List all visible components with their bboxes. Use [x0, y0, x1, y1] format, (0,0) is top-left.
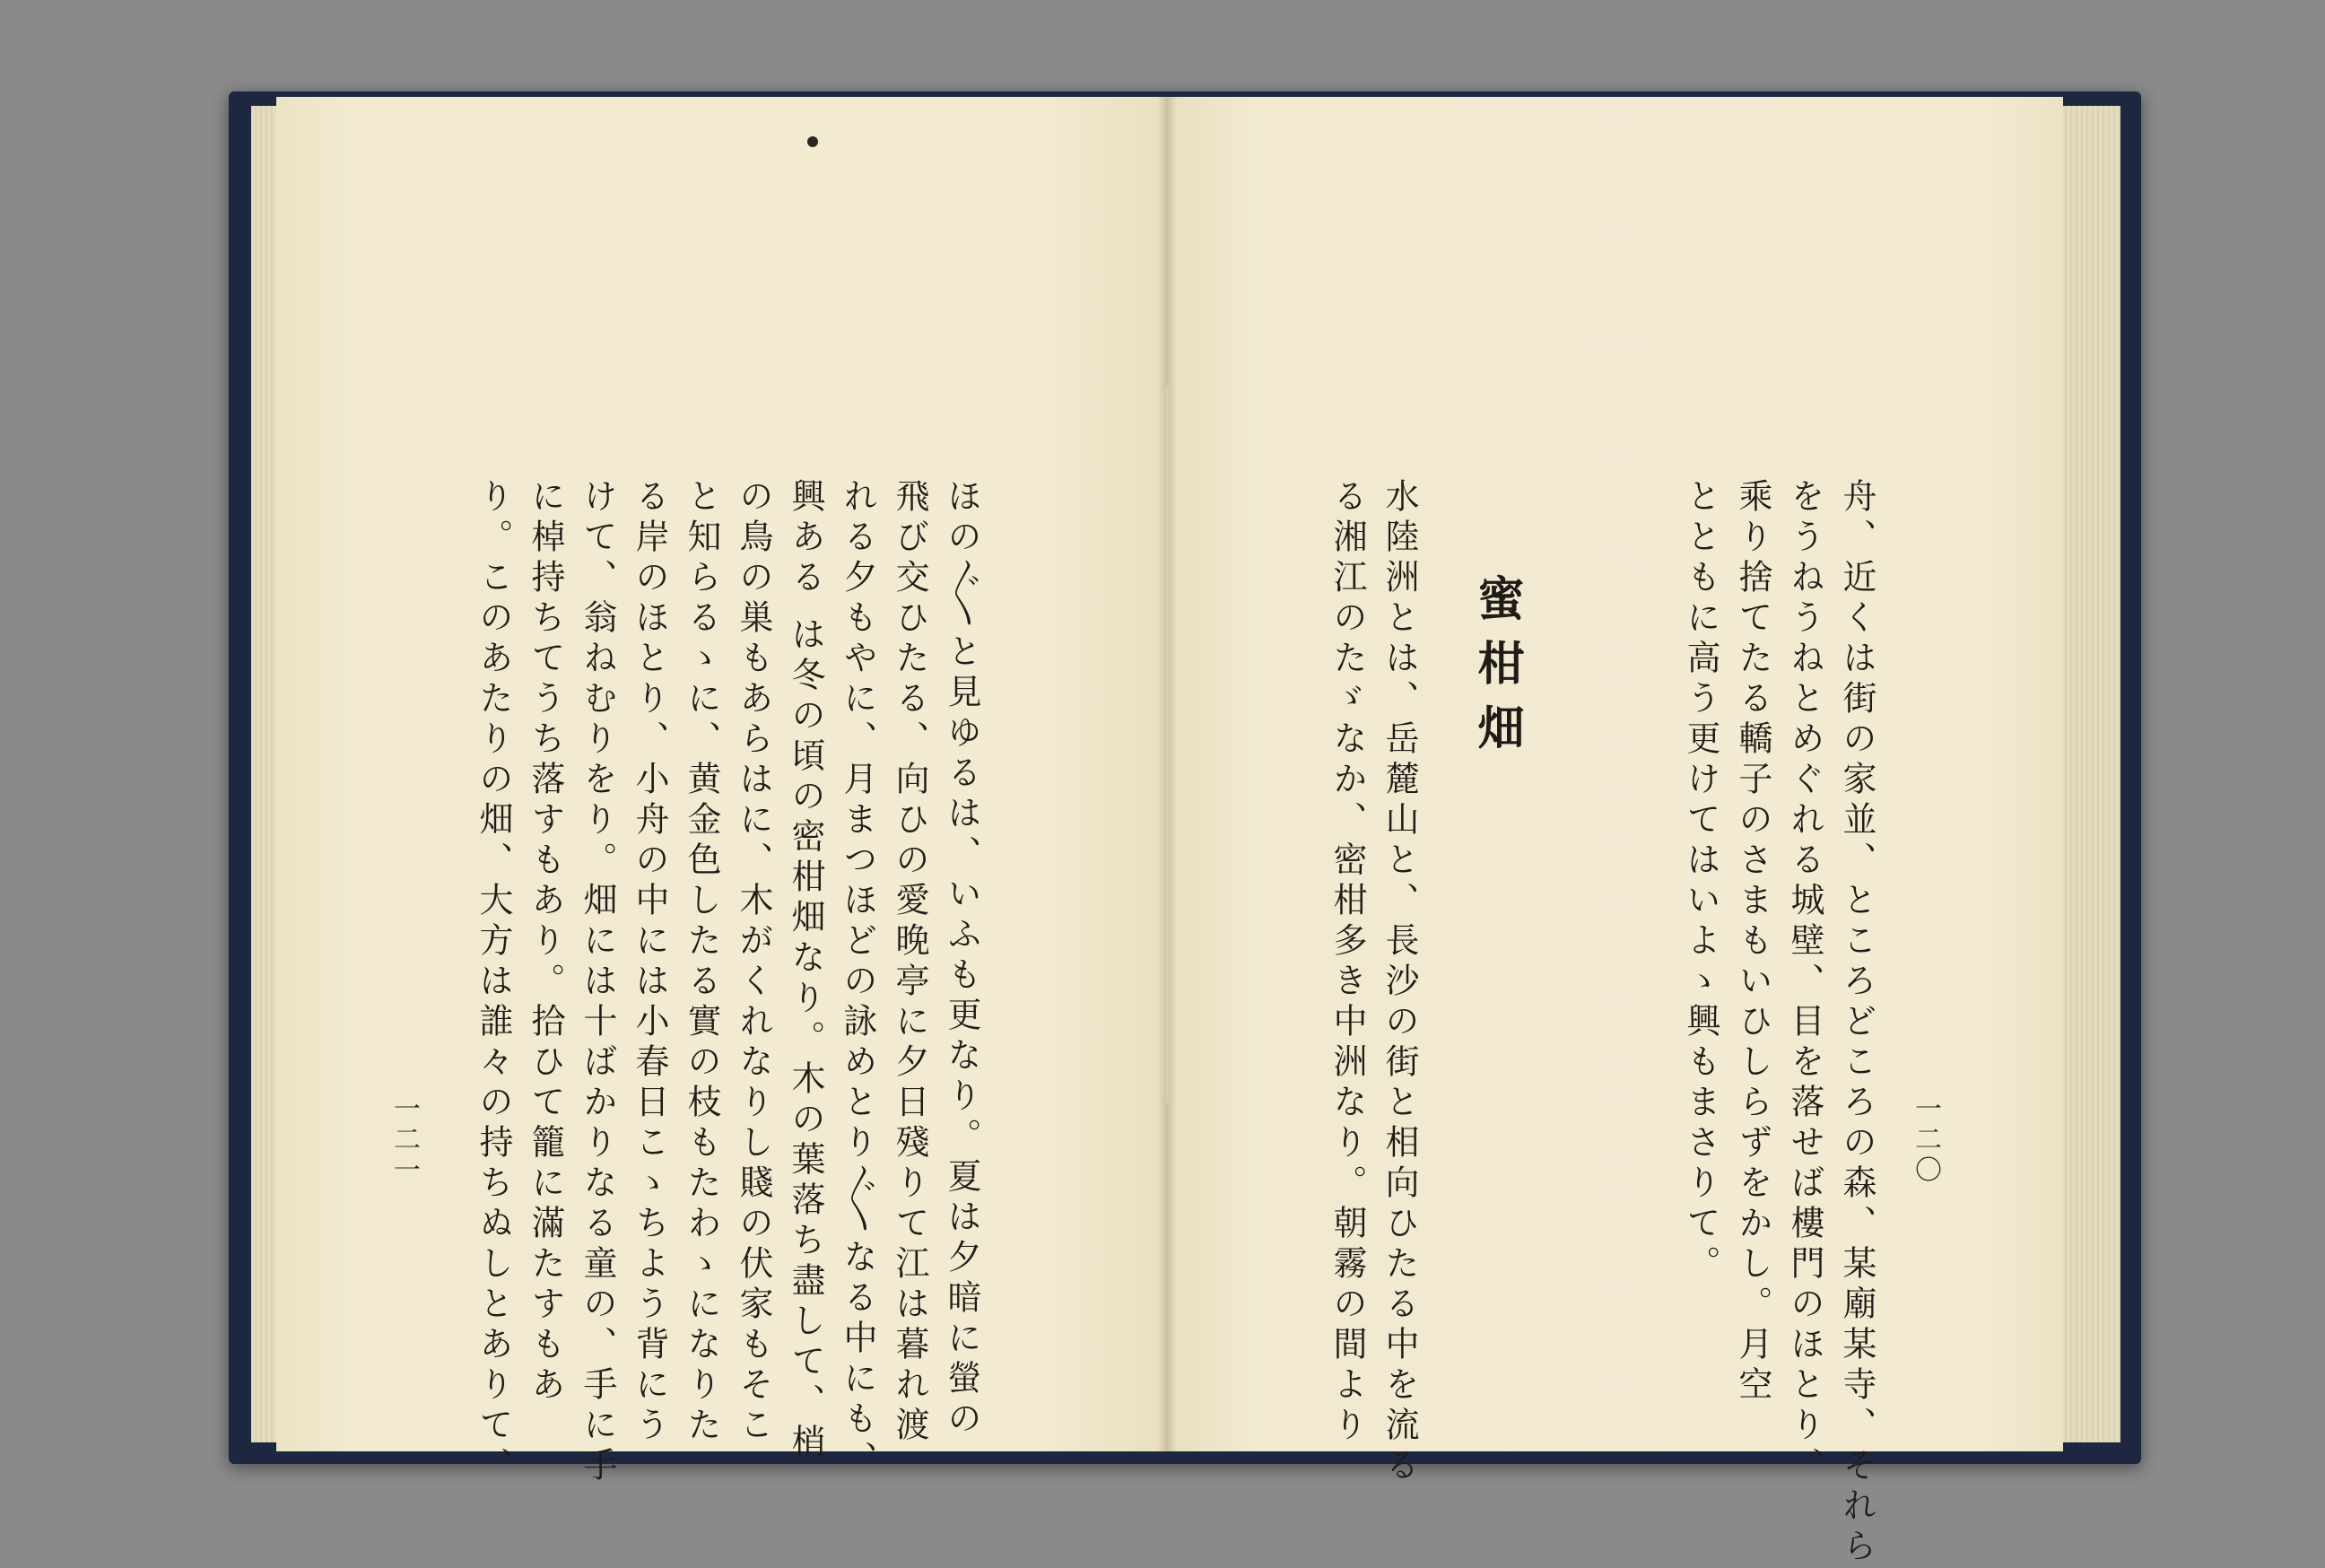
section-text-column-1: 水陸洲とは、岳麓山と、長沙の街と相向ひたる中を流る — [1380, 478, 1419, 1487]
left-text-column-7: る岸のほとり、小舟の中には小春日こゝちよう背にう — [630, 478, 669, 1447]
right-text-column-3: 乘り捨てたる轎子のさまもいひしらずをかし。月空 — [1733, 478, 1772, 1407]
left-page — [276, 97, 1166, 1451]
page-edges-left — [251, 106, 278, 1442]
section-title: 蜜柑畑 — [1469, 574, 1524, 768]
left-text-column-3: れる夕もやに、月まつほどの詠めとり〴〵なる中にも、 — [838, 478, 877, 1481]
page-edges-right — [2061, 106, 2120, 1442]
left-page-number: 一二一 — [388, 1094, 420, 1186]
right-text-column-1: 舟、近くは街の家並、ところどころの森、某廟某寺、それら — [1837, 478, 1877, 1568]
left-text-column-6: と知らるゝに、黄金色したる實の枝もたわゝになりた — [682, 478, 721, 1447]
left-text-column-8: けて、翁ねむりをり。畑には十ばかりなる童の、手に手 — [578, 478, 617, 1487]
left-text-column-9: に棹持ちてうち落すもあり。拾ひて籠に滿たすもあ — [526, 478, 565, 1407]
left-text-column-4: 興ある は冬の頃の密柑畑なり。木の葉落ち盡して、梢 — [786, 478, 825, 1465]
left-text-column-10: り。このあたりの畑、大方は誰々の持ちぬしとありて、 — [474, 478, 513, 1487]
right-page-number: 一二〇 — [1910, 1094, 1941, 1186]
left-text-column-5: の鳥の巣もあらはに、木がくれなりし賤の伏家もそこ — [734, 478, 773, 1447]
section-text-column-2: る湘江のたゞなか、密柑多き中洲なり。朝霧の間より — [1328, 478, 1367, 1447]
right-text-column-2: をうねうねとめぐれる城壁、目を落せば樓門のほとり、 — [1785, 478, 1824, 1487]
left-text-column-1: ほの〴〵と見ゆるは、いふも更なり。夏は夕暗に螢の — [942, 478, 981, 1441]
right-page — [1166, 97, 2063, 1451]
right-text-column-4: とともに高う更けてはいよゝ興もまさりて。 — [1681, 478, 1720, 1285]
left-text-column-2: 飛び交ひたる、向ひの愛晚亭に夕日殘りて江は暮れ渡 — [890, 478, 929, 1447]
binding-thread — [1166, 386, 1169, 1103]
ink-spot — [807, 136, 818, 147]
